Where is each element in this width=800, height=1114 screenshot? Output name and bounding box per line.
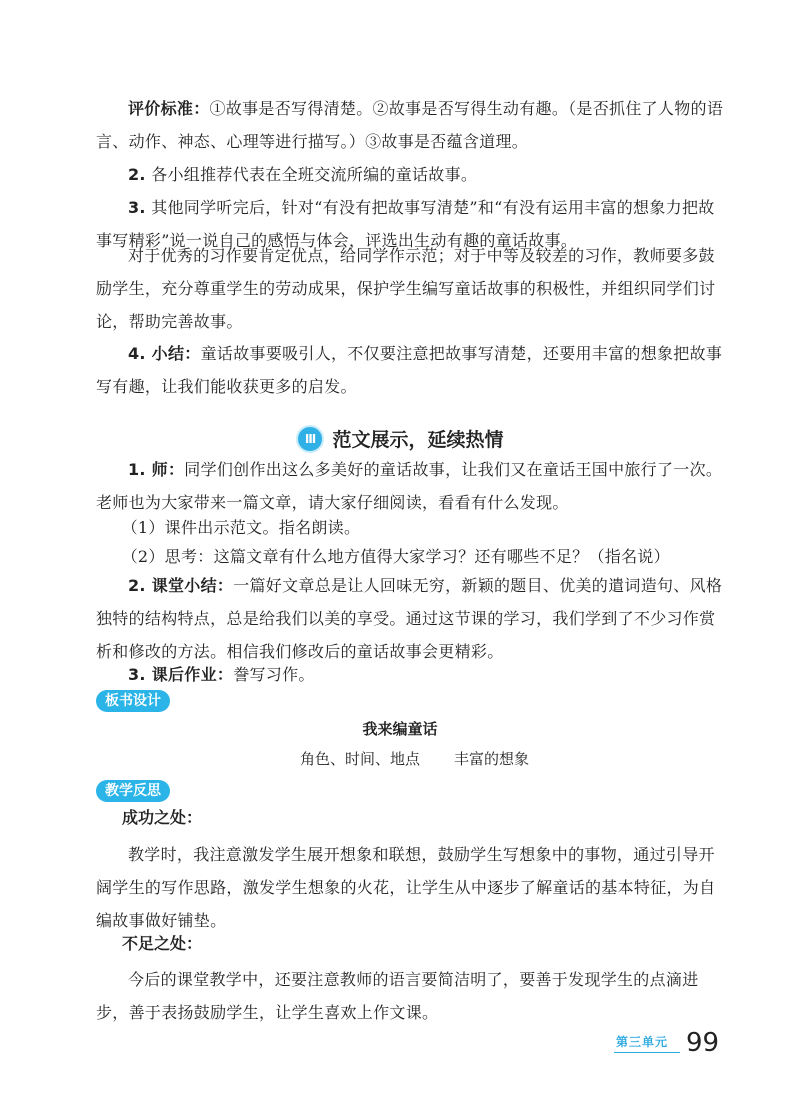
- item-4: [96, 337, 728, 403]
- summary-label: 2. 课堂小结：: [128, 576, 234, 595]
- board-title: 我来编童话: [362, 720, 438, 738]
- footer-unit-label: 第三单元: [616, 1035, 669, 1049]
- item-2-text: 各小组推荐代表在全班交流所编的童话故事。: [151, 165, 478, 184]
- reflection-tag: 教学反思: [96, 780, 170, 802]
- item-4-text: 童话故事要吸引人，不仅要注意把故事写清楚，还要用丰富的想象把故事写有趣，让我们能收获更多的启发。: [96, 344, 723, 396]
- item-2: [96, 158, 728, 191]
- board-left-text: 角色、时间、地点: [300, 750, 421, 768]
- section-heading: [0, 426, 800, 454]
- teacher-item-1-text: 同学们创作出这么多美好的童话故事，让我们又在童话王国中旅行了一次。老师也为大家带来一篇文章，请大家仔细阅读，看看有什么发现。: [96, 460, 723, 512]
- summary-item: [96, 569, 728, 668]
- summary-text: 一篇好文章总是让人回味无穷，新颖的题目、优美的遣词造句、风格独特的结构特点，总是给我们以美的享受。通过这节课的学习，我们学到了不少习作赏析和修改的方法。相信我们修改后的童话故事会更精彩。: [96, 576, 723, 661]
- success-text: 教学时，我注意激发学生展开想象和联想，鼓励学生写想象中的事物，通过引导开阔学生的写作思路，激发学生想象的火花，让学生从中逐步了解童话的基本特征，为自编故事做好铺垫。: [96, 845, 716, 930]
- lack-text: 今后的课堂教学中，还要注意教师的语言要简洁明了，要善于发现学生的点滴进步，善于表扬鼓励学生，让学生喜欢上作文课。: [96, 970, 699, 1022]
- criteria-label: 评价标准：: [128, 99, 210, 118]
- board-line: [300, 748, 529, 770]
- teacher-item-1-label: 1. 师：: [128, 460, 185, 479]
- sub-item-2: （2）思考：这篇文章有什么地方值得大家学习？还有哪些不足？（指名说）: [121, 547, 670, 566]
- section-number-badge: Ⅲ: [296, 425, 324, 453]
- sub-item-1: （1）课件出示范文。指名朗读。: [121, 518, 361, 537]
- item-3-num: 3.: [128, 198, 146, 217]
- board-design-tag: 板书设计: [96, 690, 170, 712]
- success-title: 成功之处：: [122, 808, 203, 827]
- board-right-text: 丰富的想象: [454, 750, 530, 768]
- criteria-text: ①故事是否写得清楚。②故事是否写得生动有趣。（是否抓住了人物的语言、动作、神态、心理等进行描写。）③故事是否蕴含道理。: [96, 99, 724, 151]
- homework-label: 3. 课后作业：: [128, 665, 234, 684]
- homework-item: [96, 658, 728, 691]
- lack-title: 不足之处：: [122, 934, 203, 953]
- item-3-text: 其他同学听完后，针对“有没有把故事写清楚”和“有没有运用丰富的想象力把故事写精彩”说一说自己的感悟与体会，评选出生动有趣的童话故事。: [96, 198, 715, 250]
- criteria-paragraph: [96, 92, 728, 158]
- item-4-label: 4. 小结：: [128, 344, 201, 363]
- page-number: 99: [686, 1028, 720, 1058]
- section-title: 范文展示，延续热情: [332, 429, 504, 451]
- item-2-num: 2.: [128, 165, 146, 184]
- footer-divider: [614, 1052, 680, 1053]
- teacher-item-1: [96, 453, 728, 519]
- teacher-note-paragraph: 对于优秀的习作要肯定优点，给同学作示范；对于中等及较差的习作，教师要多鼓励学生，充分尊重学生的劳动成果，保护学生编写童话故事的积极性，并组织同学们讨论，帮助完善故事。: [96, 246, 716, 331]
- homework-text: 誊写习作。: [233, 665, 315, 684]
